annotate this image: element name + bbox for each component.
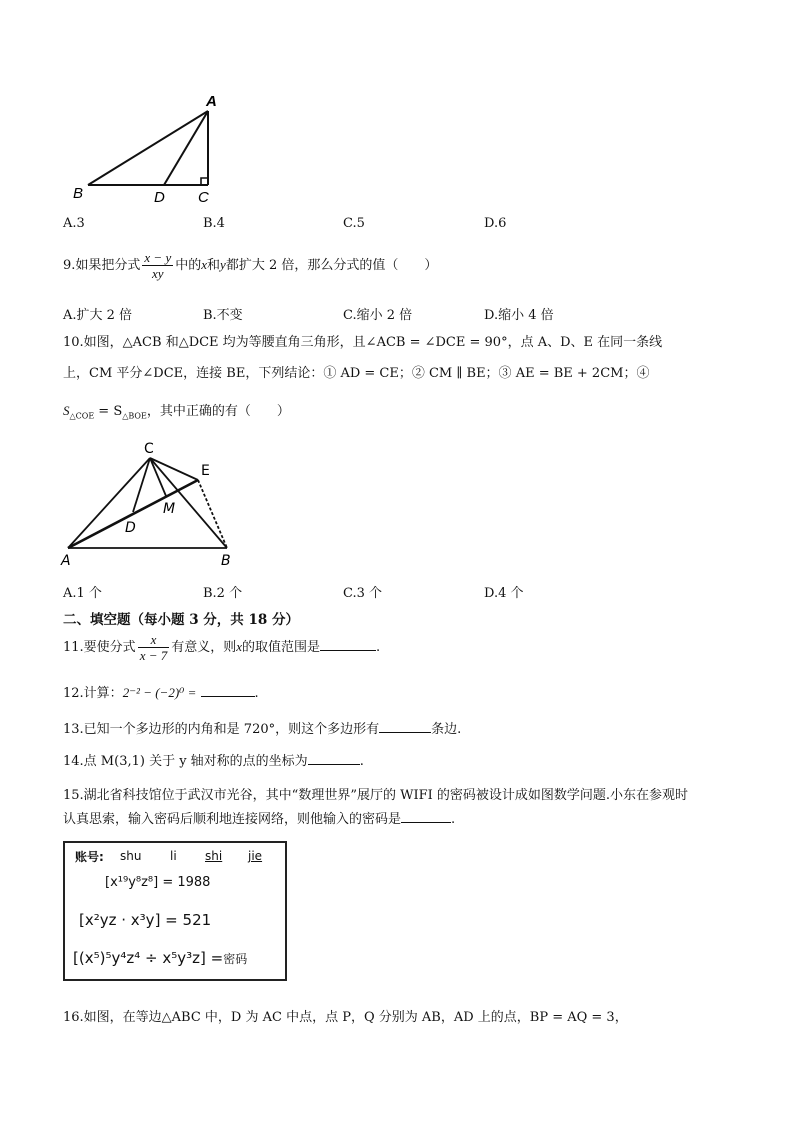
wifi-row-3-expr: [(x⁵)⁵y⁴z⁴ ÷ x⁵y³z] = [73,949,224,967]
q13-end: 条边. [431,722,462,737]
q9-option-d: D.缩小 4 倍 [484,308,554,323]
q10-segment-ae [68,480,198,548]
q10-line-2: 上，CM 平分∠DCE，连接 BE，下列结论：① AD = CE；② CM ∥ BE；③ AE = BE + 2CM；④ [63,366,650,381]
q12-prefix: 12.计算： [63,686,123,701]
question-12 [63,682,259,701]
q9-frac-den: xy [152,266,164,281]
wifi-pinyin-2: li [170,849,177,863]
q10-segment-cb [150,458,227,548]
q8-option-c: C.5 [343,216,365,231]
question-9 [63,250,437,281]
q11-fraction [138,632,170,663]
q13-prefix: 13.已知一个多边形的内角和是 720°，则这个多边形有 [63,722,380,737]
q8-segment-ad [164,111,208,185]
q10-line-1: 10.如图，△ACB 和△DCE 均为等腰直角三角形，且∠ACB = ∠DCE = 90°，点 A、D、E 在同一条线 [63,335,663,350]
q9-rest: 都扩大 2 倍，那么分式的值（ ） [225,258,438,273]
q11-var: x [236,639,243,654]
wifi-password-card [63,841,287,981]
wifi-pinyin-4: jie [248,849,263,863]
q11-end: . [376,640,381,655]
q9-var-x: x [201,257,208,272]
q10-option-b: B.2 个 [203,586,243,601]
q10-rest: ，其中正确的有（ ） [146,404,290,419]
q9-frac-num: x − y [144,250,172,265]
q10-sub1: △COE [69,411,95,421]
q8-label-d: D [154,189,165,206]
q10-segment-be [198,480,227,548]
q10-line-3 [63,400,290,421]
q8-label-c: C [198,189,209,206]
section-2-title: 二、填空题（每小题 3 分，共 18 分） [63,612,299,628]
q8-label-a: A [206,93,217,110]
q10-option-d: D.4 个 [484,586,524,601]
q9-option-a: A.扩大 2 倍 [63,308,133,323]
question-14 [63,750,364,769]
q9-option-b: B.不变 [203,308,243,323]
q10-label-m: M [163,501,176,517]
q15-line-2 [63,808,455,827]
q15-line-2-text: 认真思索，输入密码后顺利地连接网络，则他输入的密码是 [63,812,402,827]
q8-option-b: B.4 [203,216,225,231]
q11-rest1: 有意义，则 [171,640,237,655]
q12-expr: 2⁻² − (−2)⁰ = [122,685,197,700]
q8-label-b: B [73,185,84,202]
q11-answer-blank[interactable] [320,650,376,651]
q9-prefix: 9.如果把分式 [63,258,141,273]
q10-label-a: A [61,553,71,569]
wifi-row-3 [73,949,247,967]
wifi-row-3-label: 密码 [223,952,248,966]
q11-frac-num: x [138,632,170,648]
q10-eq: = S [94,404,123,419]
q9-and: 和 [207,258,221,273]
wifi-row-1: [x¹⁹y⁸z⁸] = 1988 [105,875,211,890]
q10-s1: S [63,403,70,418]
question-13 [63,718,461,737]
q8-triangle-figure [60,85,230,210]
q10-label-e: E [201,463,210,479]
q14-prefix: 14.点 M(3,1) 关于 y 轴对称的点的坐标为 [63,754,308,769]
q12-end: . [254,686,259,701]
wifi-pinyin-3: shi [205,849,223,863]
q9-option-c: C.缩小 2 倍 [343,308,413,323]
q10-label-b: B [221,553,231,569]
q15-answer-blank[interactable] [401,822,451,823]
q9-fraction [142,250,173,281]
q15-line-1: 15.湖北省科技馆位于武汉市光谷，其中“数理世界”展厅的 WIFI 的密码被设计成如图数学问题.小东在参观时 [63,788,689,803]
question-16: 16.如图，在等边△ABC 中，D 为 AC 中点，点 P，Q 分别为 AB，AD 上的点，BP = AQ = 3， [63,1010,628,1025]
q10-triangle-figure [55,438,250,573]
q9-var-y: y [220,257,226,272]
q13-answer-blank[interactable] [379,732,431,733]
q14-end: . [359,754,364,769]
q9-mid1: 中的 [175,258,202,273]
q10-option-c: C.3 个 [343,586,383,601]
q10-label-d: D [125,520,136,536]
q10-option-a: A.1 个 [63,586,102,601]
question-11 [63,632,380,663]
q8-segment-ba [88,111,208,185]
wifi-account-label: 账号: [75,850,104,864]
q8-right-angle-mark [201,178,208,185]
q10-sub2: △BOE [122,411,147,421]
q11-frac-den: x − 7 [139,648,168,663]
q11-prefix: 11.要使分式 [63,640,136,655]
q10-label-c: C [144,441,154,457]
q12-answer-blank[interactable] [201,696,255,697]
q10-segment-ac [68,458,150,548]
wifi-pinyin-1: shu [120,849,142,863]
wifi-row-2: [x²yz · x³y] = 521 [79,911,212,929]
q14-answer-blank[interactable] [308,764,360,765]
q15-end: . [451,812,456,827]
q11-rest2: 的取值范围是 [242,640,321,655]
q8-option-a: A.3 [63,216,85,231]
q8-option-d: D.6 [484,216,507,231]
